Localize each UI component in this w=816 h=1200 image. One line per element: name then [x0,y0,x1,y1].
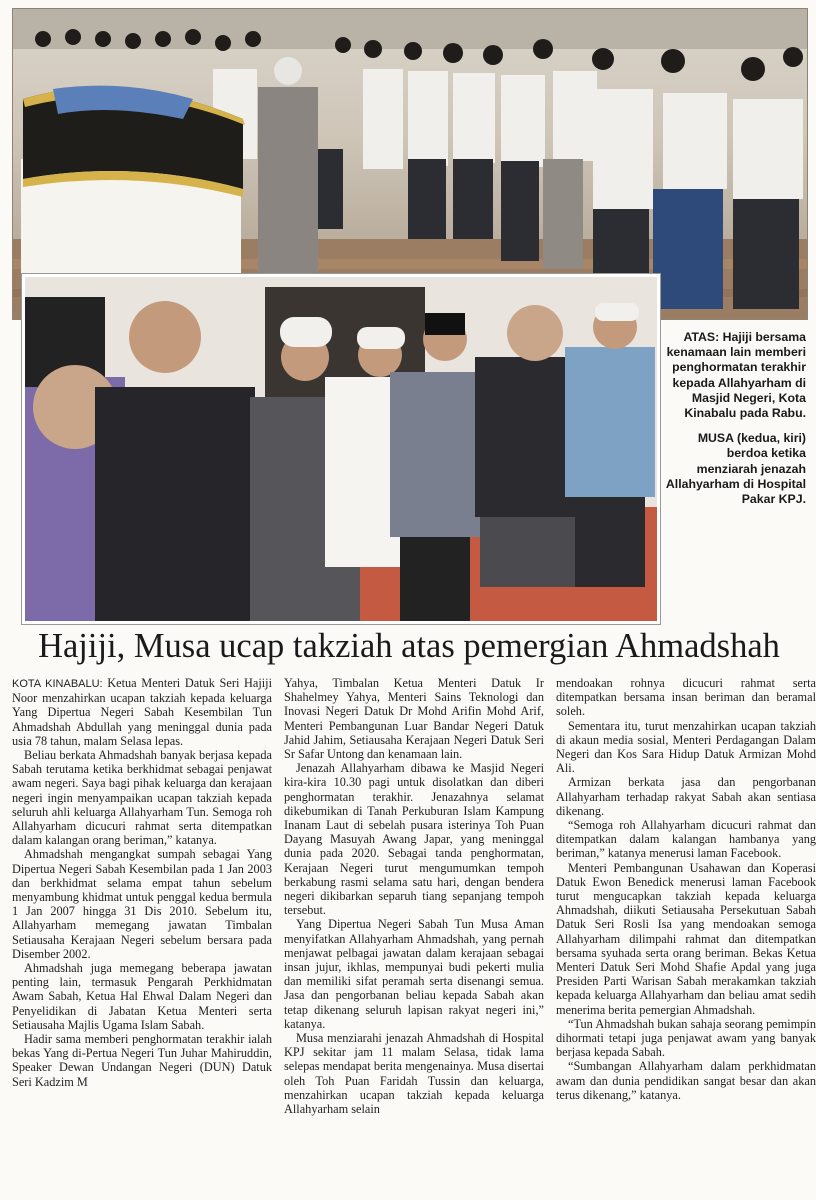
article-paragraph: “Semoga roh Allahyarham dicucuri rahmat dan ditempatkan dalam kalangan hambanya yang beriman,” katanya menerusi laman Facebook. [556,818,816,861]
article-paragraph: “Tun Ahmadshah bukan sahaja seorang pemimpin dihormati tetapi juga penjawat awam yang banyak berjasa kepada Sabah. [556,1016,816,1060]
headline: Hajiji, Musa ucap takziah atas pemergian Ahmadshah [38,627,780,665]
article-paragraph: Musa menziarahi jenazah Ahmadshah di Hospital KPJ sekitar jam 11 malam Selasa, tidak lama selepas mendapat berita mengenainya. Musa disertai oleh Toh Puan Faridah Tussin dan keluarga, menzahirkan ucapan takziah kepada keluarga Allahyarham selain [284,1031,544,1117]
dateline: KOTA KINABALU: [12,678,103,690]
photo-hospital-visit-illustration [25,277,657,621]
article-column-2 [284,676,544,1116]
article-paragraph: Hadir sama memberi penghormatan terakhir ialah bekas Yang di-Pertua Negeri Tun Juhar Mahiruddin, Speaker Dewan Undangan Negeri (DUN) Datuk Seri Kadzim M [12,1032,272,1089]
article-paragraph: mendoakan rohnya dicucuri rahmat serta ditempatkan bersama insan beriman dan beramal soleh. [556,676,816,719]
caption-inset-photo: MUSA (kedua, kiri) berdoa ketika menziarah jenazah Allahyarham di Hospital Pakar KPJ. [665,431,806,507]
article-column-3 [556,676,816,1102]
photo-caption [664,330,806,517]
article-paragraph: Sementara itu, turut menzahirkan ucapan takziah di akaun media sosial, Menteri Perdagangan Dalam Negeri dan Kos Sara Hidup Datuk Armizan Mohd Ali. [556,718,816,776]
article-paragraph: “Sumbangan Allahyarham dalam perkhidmatan awam dan dunia pendidikan sangat besar dan akan terus dikenang,” katanya. [556,1059,816,1102]
photo-mosque-prayer-illustration [13,9,807,319]
article-paragraph: Beliau berkata Ahmadshah banyak berjasa kepada Sabah terutama ketika berkhidmat sebagai penjawat awam negeri. Saya bagi pihak keluarga dan kerajaan negeri ingin menyampaikan ucapan takziah kepada seluruh ahli keluarga Allahyarham Tun. Semoga roh Allahyarham dicucuri rahmat serta ditempatkan dalam kalangan orang beriman,” katanya. [12,748,272,848]
article-paragraph: Menteri Pembangunan Usahawan dan Koperasi Datuk Ewon Benedick menerusi laman Facebook turut mengucapkan takziah kepada keluarga Ahmadshah, diikuti Setiausaha Persekutuan Sabah Datuk Seri Rosli Isa yang mendoakan semoga Allahyarham dilimpahi rahmat dan ditempatkan bersama syuhada serta orang beriman. Bekas Ketua Menteri Datuk Seri Mohd Shafie Apdal yang juga Presiden Parti Warisan Sabah merakamkan takziah kepada keluarga Allahyarham dan beliau amat sedih menerima berita pemergian Ahmadshah. [556,860,816,1017]
article-paragraph: Yahya, Timbalan Ketua Menteri Datuk Ir Shahelmey Yahya, Menteri Sains Teknologi dan Inovasi Negeri Datuk Dr Mohd Arifin Mohd Arif, Menteri Pembangunan Luar Bandar Negeri Datuk Jahid Jahim, Setiausaha Kerajaan Negeri Datuk Seri Sr Safar Untong dan kenamaan lain. [284,676,544,762]
article-paragraph: Ahmadshah mengangkat sumpah sebagai Yang Dipertua Negeri Sabah Kesembilan pada 1 Jan 2003 dan berkhidmat selama empat tahun sebelum menyambung khidmat untuk penggal kedua bermula 1 Jan 2007 hingga 31 Dis 2010. Sebelum itu, Allahyarham memegang jawatan Timbalan Setiausaha Kerajaan Negeri sebelum bersara pada Disember 2002. [12,847,272,961]
article-paragraph: Ahmadshah juga memegang beberapa jawatan penting lain, termasuk Pengarah Perkhidmatan Awam Sabah, Ketua Hal Ehwal Dalam Negeri dan Penyelidikan di Jabatan Ketua Menteri serta Setiausaha Majlis Ugama Islam Sabah. [12,961,272,1032]
photo-hospital-visit [22,274,660,624]
article-paragraph: Armizan berkata jasa dan pengorbanan Allahyarham terhadap rakyat Sabah akan sentiasa dikenang. [556,775,816,818]
article-paragraph: Yang Dipertua Negeri Sabah Tun Musa Aman menyifatkan Allahyarham Ahmadshah, yang pernah menjawat pelbagai jawatan dalam kerajaan sebagai insan jujur, ikhlas, mempunyai budi pekerti mulia dan memiliki sifat peramah serta disenangi semua. Jasa dan pengorbanan beliau kepada Sabah akan tetap dikenang seluruh lapisan rakyat negeri ini,” katanya. [284,917,544,1031]
article-paragraph: KOTA KINABALU: Ketua Menteri Datuk Seri Hajiji Noor menzahirkan ucapan takziah kepada keluarga Yang Dipertua Negeri Sabah Kesembilan Tun Ahmadshah Abdullah yang meninggal dunia pada usia 78 tahun, malam Selasa lepas. [12,676,273,748]
caption-top-photo: ATAS: Hajiji bersama kenamaan lain memberi penghormatan terakhir kepada Allahyarham di Masjid Negeri, Kota Kinabalu pada Rabu. [666,330,806,421]
article-column-1 [12,676,272,1089]
article-paragraph: Jenazah Allahyarham dibawa ke Masjid Negeri kira-kira 10.30 pagi untuk disolatkan dan diberi penghormatan terakhir. Jenazahnya selamat dikebumikan di Tanah Perkuburan Islam Kampung Inanam Laut di sebelah pusara isterinya Toh Puan Dayang Masuyah Awang Japar, yang meninggal dunia pada 2020. Sebagai tanda penghormatan, Kerajaan Negeri turut mengumumkan tempoh berkabung rasmi selama satu hari, dengan bendera negeri dikibarkan separuh tiang sepanjang tempoh tersebut. [284,761,544,918]
